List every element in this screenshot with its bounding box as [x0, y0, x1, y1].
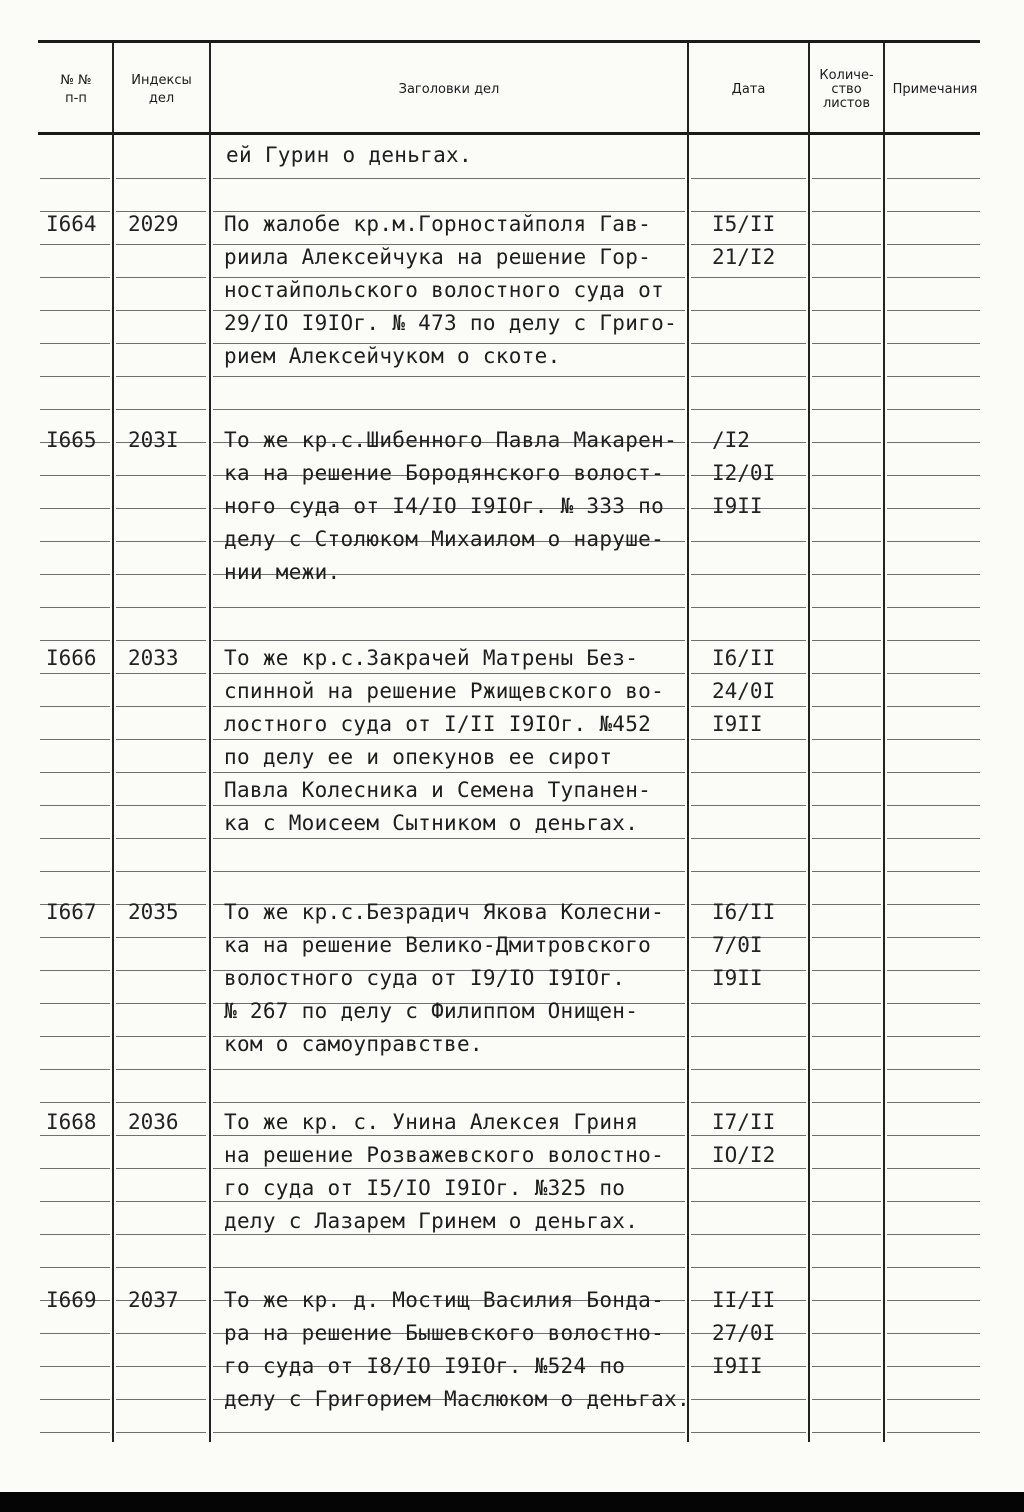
record-date: I6/II — [712, 900, 776, 924]
record-title-line: го суда от I8/IO I9IOг. №524 по — [224, 1354, 626, 1378]
record-number: I666 — [46, 646, 97, 670]
record-title-line: № 267 по делу с Филиппом Онищен- — [224, 999, 639, 1023]
record-title-line: То же кр. д. Мостищ Василия Бонда- — [224, 1288, 665, 1312]
record-date: I9II — [712, 494, 763, 518]
record-index: 2033 — [128, 646, 179, 670]
record-date: I7/II — [712, 1110, 776, 1134]
record-title-line: нии межи. — [224, 560, 341, 584]
record-title-line: То же кр.с.Шибенного Павла Макарен- — [224, 428, 678, 452]
record-date: 21/I2 — [712, 245, 776, 269]
record-date: IO/I2 — [712, 1143, 776, 1167]
record-number: I669 — [46, 1288, 97, 1312]
record-number: I665 — [46, 428, 97, 452]
record-title-line: По жалобе кр.м.Горностайполя Гав- — [224, 212, 652, 236]
record-date: I6/II — [712, 646, 776, 670]
record-title-line: ком о самоуправстве. — [224, 1032, 483, 1056]
record-index: 2035 — [128, 900, 179, 924]
header-index-line2: дел — [148, 91, 175, 106]
header-count-line3: листов — [822, 96, 871, 112]
record-title-line: То же кр. с. Унина Алексея Гриня — [224, 1110, 639, 1134]
record-title-line: делу с Григорием Маслюком о деньгах. — [224, 1387, 690, 1411]
header-notes-text: Примечания — [892, 82, 978, 98]
header-date-text: Дата — [731, 82, 766, 98]
record-title-line: ка с Моисеем Сытником о деньгах. — [224, 811, 639, 835]
record-title-line: делу с Лазарем Гринем о деньгах. — [224, 1209, 639, 1233]
header-count-line1: Количе- — [819, 67, 874, 83]
record-date: 24/0I — [712, 679, 776, 703]
record-title-line: Павла Колесника и Семена Тупанен- — [224, 778, 652, 802]
record-title-line: 29/IO I9IOг. № 473 по делу с Григо- — [224, 311, 678, 335]
record-index: 2037 — [128, 1288, 179, 1312]
record-index: 2029 — [128, 212, 179, 236]
record-date: 7/0I — [712, 933, 763, 957]
record-title-line: лостного суда от I/II I9IOг. №452 — [224, 712, 652, 736]
record-date: I9II — [712, 1354, 763, 1378]
record-date: I5/II — [712, 212, 776, 236]
record-title-line: То же кр.с.Безрадич Якова Колесни- — [224, 900, 665, 924]
record-title-line: на решение Розважевского волостно- — [224, 1143, 665, 1167]
record-date: I9II — [712, 966, 763, 990]
record-title-line: волостного суда от I9/IO I9IOг. — [224, 966, 626, 990]
record-title-line: рием Алексейчуком о скоте. — [224, 344, 561, 368]
scan-bottom-edge — [0, 1492, 1024, 1512]
header-count-line2: ство — [831, 81, 862, 97]
record-date: /I2 — [712, 428, 750, 452]
record-title-line: спинной на решение Ржищевского во- — [224, 679, 665, 703]
record-title-line: риила Алексейчука на решение Гор- — [224, 245, 652, 269]
record-title-line: То же кр.с.Закрачей Матрены Без- — [224, 646, 639, 670]
record-title-line: ка на решение Бородянского волост- — [224, 461, 665, 485]
record-title-line: делу с Столюком Михаилом о наруше- — [224, 527, 665, 551]
record-date: I2/0I — [712, 461, 776, 485]
record-title-line: ностайпольского волостного суда от — [224, 278, 665, 302]
record-number: I668 — [46, 1110, 97, 1134]
header-title-text: Заголовки дел — [398, 82, 500, 98]
record-index: 203I — [128, 428, 179, 452]
record-title-line: го суда от I5/IO I9IOг. №325 по — [224, 1176, 626, 1200]
record-date: 27/0I — [712, 1321, 776, 1345]
header-num-line1: № № — [60, 73, 92, 89]
record-title-line: ного суда от I4/IO I9IOг. № 333 по — [224, 494, 665, 518]
record-number: I667 — [46, 900, 97, 924]
record-title-line: ра на решение Бышевского волостно- — [224, 1321, 665, 1345]
header-num-line2: п-п — [65, 91, 87, 106]
header-index-line1: Индексы — [131, 73, 192, 89]
record-date: II/II — [712, 1288, 776, 1312]
continuation-line: ей Гурин о деньгах. — [226, 143, 472, 167]
record-date: I9II — [712, 712, 763, 736]
record-index: 2036 — [128, 1110, 179, 1134]
record-title-line: ка на решение Велико-Дмитровского — [224, 933, 652, 957]
record-number: I664 — [46, 212, 97, 236]
record-title-line: по делу ее и опекунов ее сирот — [224, 745, 613, 769]
